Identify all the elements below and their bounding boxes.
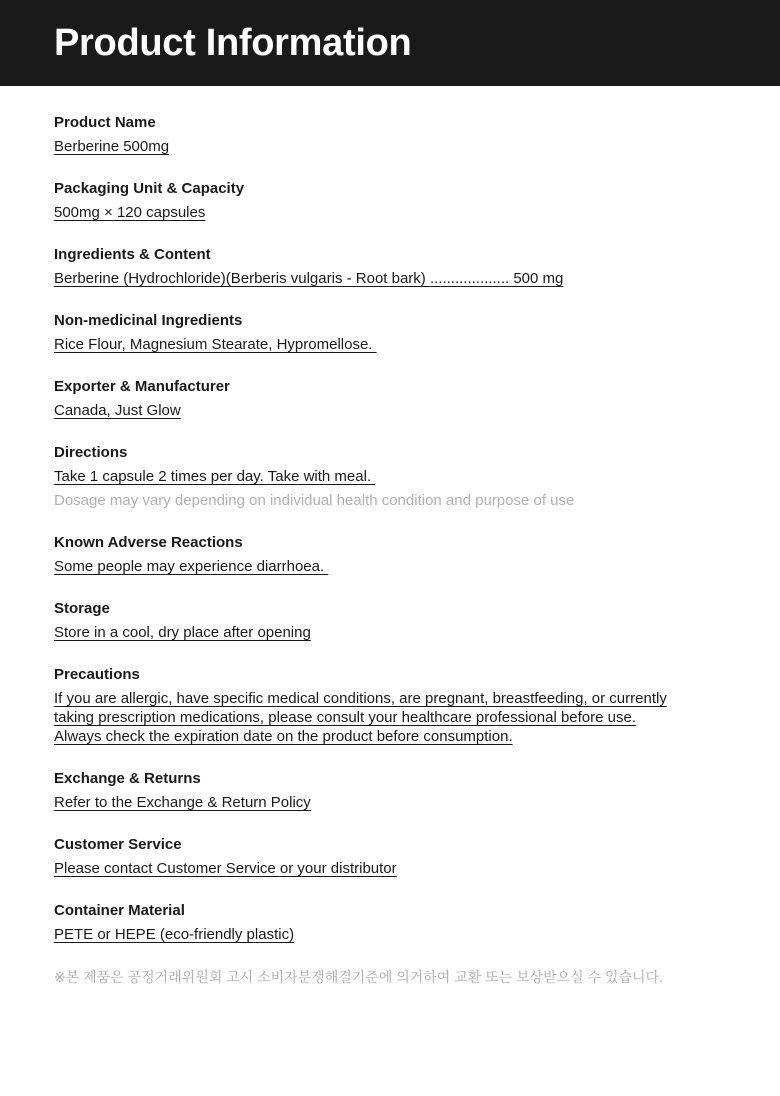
section-label: Packaging Unit & Capacity xyxy=(54,180,245,197)
section-label: Exporter & Manufacturer xyxy=(54,378,230,395)
product-info-content xyxy=(0,86,780,986)
section-value: 500mg × 120 capsules xyxy=(54,204,206,221)
section-packaging xyxy=(54,180,726,222)
section-precautions xyxy=(54,666,726,746)
section-product-name xyxy=(54,114,726,156)
section-non-medicinal xyxy=(54,312,726,354)
section-value: Always check the expiration date on the product before consumption. xyxy=(54,728,513,745)
section-label: Ingredients & Content xyxy=(54,246,211,263)
section-container-material xyxy=(54,902,726,944)
page-header xyxy=(0,0,780,86)
section-label: Precautions xyxy=(54,666,140,683)
section-value: Canada, Just Glow xyxy=(54,402,181,419)
section-label: Product Name xyxy=(54,114,156,131)
section-value: Store in a cool, dry place after opening xyxy=(54,624,311,641)
section-value: Some people may experience diarrhoea. xyxy=(54,558,329,575)
section-value: Rice Flour, Magnesium Stearate, Hypromellose. xyxy=(54,336,377,353)
section-value: Take 1 capsule 2 times per day. Take with meal. xyxy=(54,468,376,485)
section-label: Exchange & Returns xyxy=(54,770,201,787)
section-value: taking prescription medications, please consult your healthcare professional before use. xyxy=(54,709,636,726)
section-label: Directions xyxy=(54,444,128,461)
section-label: Non-medicinal Ingredients xyxy=(54,312,243,329)
section-label: Customer Service xyxy=(54,836,182,853)
section-label: Storage xyxy=(54,600,110,617)
dosage-note: Dosage may vary depending on individual health condition and purpose of use xyxy=(54,492,575,509)
section-value: Berberine 500mg xyxy=(54,138,170,155)
section-label: Container Material xyxy=(54,902,185,919)
section-value: PETE or HEPE (eco-friendly plastic) xyxy=(54,926,295,943)
section-customer-service xyxy=(54,836,726,878)
section-ingredients xyxy=(54,246,726,288)
section-directions xyxy=(54,444,726,510)
section-value: If you are allergic, have specific medical conditions, are pregnant, breastfeeding, or currently xyxy=(54,690,667,707)
section-manufacturer xyxy=(54,378,726,420)
section-storage xyxy=(54,600,726,642)
footer-note: ※본 제품은 공정거래위원회 고시 소비자분쟁해결기준에 의거하여 교환 또는 보상받으실 수 있습니다. xyxy=(54,969,663,985)
page-title: Product Information xyxy=(54,22,412,64)
section-exchange-returns xyxy=(54,770,726,812)
section-value: Refer to the Exchange & Return Policy xyxy=(54,794,311,811)
section-value: Please contact Customer Service or your distributor xyxy=(54,860,397,877)
section-adverse-reactions xyxy=(54,534,726,576)
section-label: Known Adverse Reactions xyxy=(54,534,243,551)
section-value: Berberine (Hydrochloride)(Berberis vulgaris - Root bark) ................... 500 mg xyxy=(54,270,564,287)
